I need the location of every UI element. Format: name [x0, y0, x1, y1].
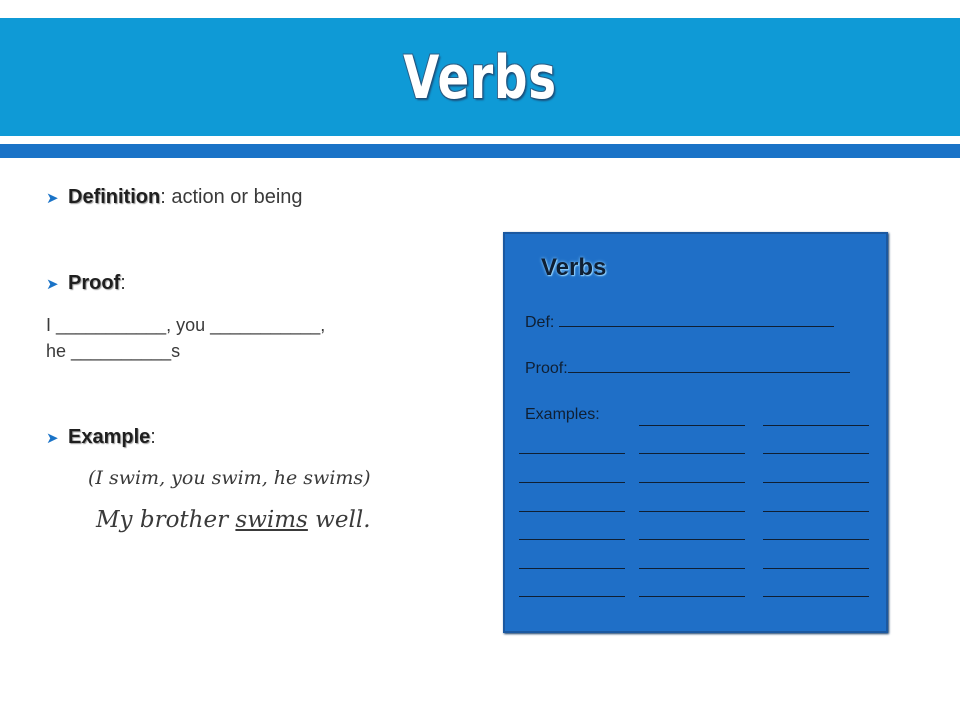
proof-line-1: I ___________, you ___________, [46, 315, 326, 335]
example-blank[interactable] [763, 539, 869, 540]
banner-stripe [0, 144, 960, 158]
example-sentence-end: well. [307, 507, 371, 533]
example-blank[interactable] [639, 539, 745, 540]
worksheet-def-label: Def: [525, 314, 559, 331]
example-blank[interactable] [639, 511, 745, 512]
example-blank[interactable] [519, 539, 625, 540]
example-text: : [150, 426, 156, 448]
definition-term: Definition [68, 186, 161, 208]
worksheet-def-line [525, 312, 834, 332]
example-blank[interactable] [519, 511, 625, 512]
example-blank[interactable] [639, 425, 745, 426]
example-blank[interactable] [519, 482, 625, 483]
example-blank[interactable] [763, 453, 869, 454]
example-blank[interactable] [763, 596, 869, 597]
example-blank[interactable] [763, 425, 869, 426]
example-sentence-start: My brother [96, 507, 236, 533]
example-blank[interactable] [639, 482, 745, 483]
example-blank[interactable] [763, 568, 869, 569]
worksheet-def-blank[interactable] [559, 312, 834, 327]
example-verb: swims [235, 507, 308, 533]
worksheet-proof-line [525, 358, 850, 378]
example-bullet [46, 426, 156, 449]
bullet-arrow-icon: ➤ [46, 275, 59, 293]
worksheet-proof-blank[interactable] [568, 358, 850, 373]
worksheet-examples-label: Examples: [525, 406, 600, 423]
worksheet-proof-label: Proof: [525, 360, 568, 377]
definition-text: : action or being [160, 186, 303, 208]
proof-bullet [46, 272, 126, 295]
example-blank[interactable] [639, 596, 745, 597]
proof-text: : [120, 272, 126, 294]
bullet-arrow-icon: ➤ [46, 429, 59, 447]
definition-bullet [46, 186, 303, 209]
example-blank[interactable] [519, 596, 625, 597]
example-term: Example [68, 426, 151, 448]
proof-line-2: he __________s [46, 341, 181, 361]
example-blank[interactable] [639, 568, 745, 569]
example-blank[interactable] [763, 482, 869, 483]
worksheet-box [503, 232, 888, 633]
proof-term: Proof [68, 272, 121, 294]
bullet-arrow-icon: ➤ [46, 189, 59, 207]
example-sentence [96, 507, 371, 533]
example-blank[interactable] [639, 453, 745, 454]
worksheet-title: Verbs [541, 254, 607, 281]
slide-title: Verbs [403, 43, 557, 113]
example-list: (I swim, you swim, he swims) [88, 467, 371, 489]
example-blank[interactable] [519, 453, 625, 454]
example-blank[interactable] [519, 568, 625, 569]
example-blank[interactable] [763, 511, 869, 512]
